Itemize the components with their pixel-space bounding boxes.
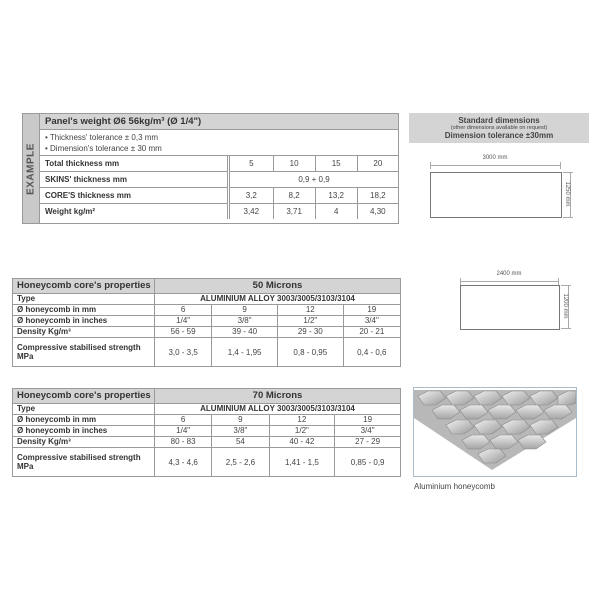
panel-diagram-2400 — [460, 271, 580, 341]
cell: 4 — [315, 204, 357, 220]
row-label: SKINS' thickness mm — [40, 172, 229, 188]
cell: 1,4 - 1,95 — [212, 338, 278, 367]
table-row — [13, 437, 401, 448]
alloy-type: ALUMINIUM ALLOY 3003/3005/3103/3104 — [155, 404, 401, 415]
cell: 13,2 — [315, 188, 357, 204]
cell: 1,41 - 1,5 — [269, 448, 335, 477]
cell: 1/2" — [277, 316, 343, 327]
row-label: Ø honeycomb in mm — [13, 305, 155, 316]
row-label: Type — [13, 294, 155, 305]
microns-label: 50 Microns — [155, 279, 401, 294]
example-table — [22, 113, 399, 224]
cell: 3,0 - 3,5 — [155, 338, 212, 367]
cell: 6 — [155, 415, 212, 426]
honeycomb-photo — [413, 387, 577, 477]
table-row — [13, 327, 401, 338]
cell: 4,30 — [357, 204, 398, 220]
dimension-tick — [560, 162, 561, 169]
table-header-row — [13, 389, 401, 404]
cell: 3/8" — [212, 316, 278, 327]
table-row — [13, 404, 401, 415]
cell: 9 — [212, 415, 269, 426]
height-dimension-line — [570, 172, 571, 218]
cell: 20 — [357, 156, 398, 172]
tolerance-notes — [40, 130, 398, 156]
cell: 0,85 - 0,9 — [335, 448, 401, 477]
example-values-table — [40, 156, 398, 219]
cell: 4,3 - 4,6 — [155, 448, 212, 477]
dimension-tick — [430, 162, 431, 169]
core-properties-table-70 — [12, 388, 401, 477]
standard-dimensions-subtitle: (other dimensions available on request) — [450, 125, 548, 131]
note-text: Dimension's tolerance ± 30 mm — [50, 144, 162, 153]
table-header-row — [13, 279, 401, 294]
row-label: Weight kg/m² — [40, 204, 229, 220]
cell: 29 - 30 — [277, 327, 343, 338]
cell: 0,8 - 0,95 — [277, 338, 343, 367]
cell: 18,2 — [357, 188, 398, 204]
standard-dimensions-header — [409, 113, 589, 143]
panel-width-label: 3000 mm — [482, 155, 508, 161]
dimension-tolerance: Dimension tolerance ±30mm — [444, 131, 554, 140]
row-label: Total thickness mm — [40, 156, 229, 172]
table-row — [13, 338, 401, 367]
panel-diagram-3000 — [430, 155, 580, 235]
note-item: • Dimension's tolerance ± 30 mm — [45, 144, 162, 153]
honeycomb-illustration — [414, 388, 576, 476]
row-label: Type — [13, 404, 155, 415]
table-row — [40, 156, 398, 172]
note-text: Thickness' tolerance ± 0,3 mm — [49, 133, 159, 142]
table-row — [13, 415, 401, 426]
panel-weight-title: Panel's weight Ø6 56kg/m³ (Ø 1/4") — [40, 114, 398, 130]
cell: 1/2" — [269, 426, 335, 437]
cell: 9 — [212, 305, 278, 316]
table-row — [40, 172, 398, 188]
panel-height-label: 1200 mm — [562, 293, 568, 319]
core-properties-table-50 — [12, 278, 401, 367]
panel-height-label: 1250 mm — [564, 181, 570, 207]
image-caption: Aluminium honeycomb — [414, 482, 495, 491]
dimension-tick — [563, 217, 573, 218]
cell: 3,2 — [229, 188, 274, 204]
cell: 20 - 21 — [343, 327, 400, 338]
cell: 3/8" — [212, 426, 269, 437]
cell: 6 — [155, 305, 212, 316]
cell: 39 - 40 — [212, 327, 278, 338]
height-dimension-line — [568, 285, 569, 329]
example-label-text: EXAMPLE — [25, 142, 37, 195]
panel-rectangle — [460, 285, 560, 330]
dimension-tick — [561, 328, 571, 329]
row-label: Density Kg/m³ — [13, 437, 155, 448]
cell: 56 - 59 — [155, 327, 212, 338]
table-row — [40, 188, 398, 204]
cell: 80 - 83 — [155, 437, 212, 448]
cell: 1/4" — [155, 316, 212, 327]
table-row — [13, 316, 401, 327]
cell: 12 — [277, 305, 343, 316]
table-row — [13, 426, 401, 437]
cell: 3,71 — [273, 204, 315, 220]
row-label: Ø honeycomb in mm — [13, 415, 155, 426]
cell: 40 - 42 — [269, 437, 335, 448]
panel-rectangle — [430, 172, 562, 218]
cell: 0,4 - 0,6 — [343, 338, 400, 367]
dimension-tick — [558, 278, 559, 285]
row-label: Compressive stabilised strength MPa — [13, 338, 155, 367]
cell: 1/4" — [155, 426, 212, 437]
row-label: Ø honeycomb in inches — [13, 316, 155, 327]
table-row — [40, 204, 398, 220]
row-label: CORE'S thickness mm — [40, 188, 229, 204]
cell: 0,9 + 0,9 — [229, 172, 399, 188]
example-side-label — [23, 114, 40, 223]
cell: 3/4" — [343, 316, 400, 327]
table-row — [13, 294, 401, 305]
table-title: Honeycomb core's properties — [13, 389, 155, 404]
cell: 8,2 — [273, 188, 315, 204]
width-dimension-line — [460, 281, 558, 282]
microns-label: 70 Microns — [155, 389, 401, 404]
cell: 12 — [269, 415, 335, 426]
cell: 15 — [315, 156, 357, 172]
dimension-tick — [563, 172, 573, 173]
alloy-type: ALUMINIUM ALLOY 3003/3005/3103/3104 — [155, 294, 401, 305]
standard-dimensions-title: Standard dimensions — [458, 116, 540, 125]
note-item: • Thickness' tolerance ± 0,3 mm — [45, 133, 159, 142]
cell: 10 — [273, 156, 315, 172]
cell: 19 — [335, 415, 401, 426]
table-row — [13, 448, 401, 477]
row-label: Compressive stabilised strength MPa — [13, 448, 155, 477]
panel-width-label: 2400 mm — [496, 271, 522, 277]
dimension-tick — [460, 278, 461, 285]
cell: 3,42 — [229, 204, 274, 220]
row-label: Density Kg/m³ — [13, 327, 155, 338]
row-label: Ø honeycomb in inches — [13, 426, 155, 437]
table-row — [13, 305, 401, 316]
width-dimension-line — [430, 165, 560, 166]
table-title: Honeycomb core's properties — [13, 279, 155, 294]
cell: 5 — [229, 156, 274, 172]
cell: 2,5 - 2,6 — [212, 448, 269, 477]
cell: 54 — [212, 437, 269, 448]
cell: 19 — [343, 305, 400, 316]
cell: 27 - 29 — [335, 437, 401, 448]
cell: 3/4" — [335, 426, 401, 437]
